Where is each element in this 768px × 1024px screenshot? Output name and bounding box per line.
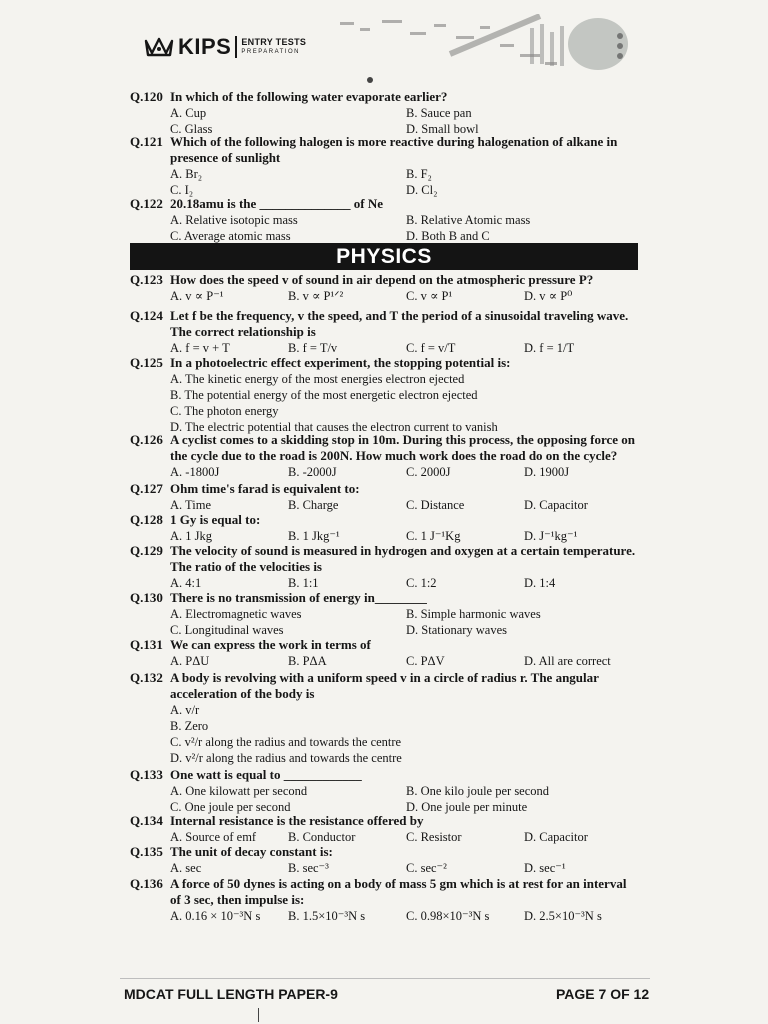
footer-paper-title: MDCAT FULL LENGTH PAPER-9 <box>124 986 338 1002</box>
answer-option-c: C. 2000J <box>406 465 451 479</box>
options-row <box>170 783 650 799</box>
question-stem-continued: the cycle due to the road is 200N. How much work does the road do on the cycle? <box>170 448 618 463</box>
answer-option-c: C. Longitudinal waves <box>170 623 284 637</box>
question-block <box>130 543 650 591</box>
answer-option-c: C. Average atomic mass <box>170 229 291 243</box>
answer-option-d: D. One joule per minute <box>406 800 528 814</box>
question-block <box>130 196 650 244</box>
question-block <box>130 272 650 304</box>
answer-option-b: B. Sauce pan <box>406 106 472 120</box>
answer-option-b: B. Relative Atomic mass <box>406 213 531 227</box>
answer-option-b: B. Simple harmonic waves <box>406 607 541 621</box>
question-stem: Which of the following halogen is more reactive during halogenation of alkane in <box>170 134 618 149</box>
question-stem: In which of the following water evaporate earlier? <box>170 89 448 104</box>
question-number: Q.121 <box>130 134 163 149</box>
answer-option-d: D. v ∝ P⁰ <box>524 289 573 303</box>
section-header-physics: PHYSICS <box>130 243 638 270</box>
question-stem: Ohm time's farad is equivalent to: <box>170 481 360 496</box>
answer-option-b: B. 1 Jkg⁻¹ <box>288 529 340 543</box>
question-number: Q.122 <box>130 196 163 211</box>
brand-tagline-line2: PREPARATION <box>241 49 300 55</box>
answer-option-d: D. Capacitor <box>524 830 588 844</box>
answer-option-c: C. v²/r along the radius and towards the centre <box>170 735 402 749</box>
answer-option-b: B. Charge <box>288 498 339 512</box>
question-block <box>130 670 650 766</box>
answer-option-d: D. Capacitor <box>524 498 588 512</box>
question-stem: How does the speed v of sound in air depend on the atmospheric pressure P? <box>170 272 594 287</box>
answer-option-d: D. J⁻¹kg⁻¹ <box>524 529 578 543</box>
brand-tagline-line1: ENTRY TESTS <box>241 37 307 47</box>
question-number: Q.120 <box>130 89 163 104</box>
question-stem: The velocity of sound is measured in hydrogen and oxygen at a certain temperature. <box>170 543 636 558</box>
question-stem-continued: The correct relationship is <box>170 324 316 339</box>
answer-option-c: C. Distance <box>406 498 465 512</box>
question-block <box>130 481 650 513</box>
answer-option-d: D. Small bowl <box>406 122 479 136</box>
answer-option-b: B. 1:1 <box>288 576 319 590</box>
question-number: Q.123 <box>130 272 163 287</box>
brand-divider <box>235 36 237 58</box>
question-number: Q.127 <box>130 481 163 496</box>
answer-option-b: B. Zero <box>170 719 209 733</box>
question-block <box>130 767 650 815</box>
answer-option-a: A. sec <box>170 861 202 875</box>
answer-option-a: A. PΔU <box>170 654 210 668</box>
options-row <box>170 497 650 513</box>
options-row <box>170 166 650 182</box>
answer-option-a: A. 4:1 <box>170 576 202 590</box>
answer-option-a: A. Electromagnetic waves <box>170 607 302 621</box>
answer-option-c: C. I₂ <box>170 183 194 197</box>
answer-option-d: D. sec⁻¹ <box>524 861 566 875</box>
scanned-watermark-image <box>330 14 630 86</box>
answer-option-a: A. Br₂ <box>170 167 203 181</box>
options-row <box>170 105 650 121</box>
question-block <box>130 89 650 137</box>
answer-option-c: C. v ∝ P¹ <box>406 289 453 303</box>
answer-option-c: C. 1:2 <box>406 576 437 590</box>
options-row <box>170 829 650 845</box>
question-stem-continued: The ratio of the velocities is <box>170 559 322 574</box>
kips-logo <box>144 34 306 60</box>
answer-option-a: A. 0.16 × 10⁻³N s <box>170 909 261 923</box>
scan-mark <box>258 1008 259 1022</box>
answer-option-b: B. f = T/v <box>288 341 338 355</box>
question-stem: There is no transmission of energy in________ <box>170 590 427 605</box>
options-row <box>170 288 650 304</box>
question-number: Q.129 <box>130 543 163 558</box>
question-stem: 1 Gy is equal to: <box>170 512 261 527</box>
answer-option-a: A. v ∝ P⁻¹ <box>170 289 224 303</box>
answer-option-b: B. F₂ <box>406 167 432 181</box>
options-row <box>170 622 650 638</box>
question-block <box>130 876 650 924</box>
answer-option-b: B. -2000J <box>288 465 337 479</box>
answer-option-d: D. Cl₂ <box>406 183 438 197</box>
answer-option-c: C. 0.98×10⁻³N s <box>406 909 490 923</box>
question-stem: A cyclist comes to a skidding stop in 10m. During this process, the opposing force on <box>170 432 636 447</box>
answer-option-a: A. One kilowatt per second <box>170 784 308 798</box>
answer-option-c: C. PΔV <box>406 654 445 668</box>
answer-option-d: D. 1900J <box>524 465 570 479</box>
answer-option-a: A. The kinetic energy of the most energies electron ejected <box>170 372 465 386</box>
question-number: Q.124 <box>130 308 163 323</box>
answer-option-d: D. 1:4 <box>524 576 556 590</box>
question-number: Q.134 <box>130 813 163 828</box>
options-row <box>170 340 650 356</box>
options-row <box>170 464 650 480</box>
answer-option-a: A. v/r <box>170 703 200 717</box>
answer-option-d: D. The electric potential that causes the electron current to vanish <box>170 420 498 434</box>
answer-option-a: A. Source of emf <box>170 830 257 844</box>
question-number: Q.135 <box>130 844 163 859</box>
options-row <box>170 575 650 591</box>
question-stem: We can express the work in terms of <box>170 637 371 652</box>
answer-option-b: B. v ∝ P¹ᐟ² <box>288 289 344 303</box>
question-block <box>130 308 650 356</box>
question-stem: Let f be the frequency, v the speed, and T the period of a sinusoidal traveling wave. <box>170 308 629 323</box>
answer-option-a: A. Relative isotopic mass <box>170 213 298 227</box>
answer-option-b: B. PΔA <box>288 654 327 668</box>
question-stem: 20.18amu is the ______________ of Ne <box>170 196 384 211</box>
question-stem: In a photoelectric effect experiment, the stopping potential is: <box>170 355 511 370</box>
question-number: Q.128 <box>130 512 163 527</box>
question-number: Q.132 <box>130 670 163 685</box>
answer-option-c: C. 1 J⁻¹Kg <box>406 529 461 543</box>
options-row <box>170 528 650 544</box>
answer-option-c: C. Resistor <box>406 830 462 844</box>
question-stem: The unit of decay constant is: <box>170 844 333 859</box>
answer-option-b: B. The potential energy of the most energetic electron ejected <box>170 388 478 402</box>
question-block <box>130 637 650 669</box>
question-stem-continued: of 3 sec, then impulse is: <box>170 892 305 907</box>
question-number: Q.131 <box>130 637 163 652</box>
question-block <box>130 512 650 544</box>
answer-option-d: D. v²/r along the radius and towards the centre <box>170 751 402 765</box>
question-block <box>130 813 650 845</box>
question-block <box>130 134 650 198</box>
question-stem-continued: presence of sunlight <box>170 150 281 165</box>
answer-option-a: A. -1800J <box>170 465 220 479</box>
answer-option-c: C. The photon energy <box>170 404 279 418</box>
question-stem: A body is revolving with a uniform speed v in a circle of radius r. The angular <box>170 670 599 685</box>
answer-option-c: C. Glass <box>170 122 213 136</box>
footer-page-number: PAGE 7 OF 12 <box>556 986 650 1002</box>
brand-name: KIPS <box>178 34 232 59</box>
footer-divider <box>120 978 650 979</box>
answer-option-c: C. f = v/T <box>406 341 456 355</box>
answer-option-b: B. Conductor <box>288 830 356 844</box>
question-number: Q.136 <box>130 876 163 891</box>
question-number: Q.133 <box>130 767 163 782</box>
question-number: Q.130 <box>130 590 163 605</box>
answer-option-d: D. f = 1/T <box>524 341 575 355</box>
answer-option-c: C. One joule per second <box>170 800 291 814</box>
answer-option-d: D. 2.5×10⁻³N s <box>524 909 602 923</box>
question-stem-continued: acceleration of the body is <box>170 686 315 701</box>
question-number: Q.125 <box>130 355 163 370</box>
brand-tagline <box>241 37 306 57</box>
question-stem: One watt is equal to ____________ <box>170 767 362 782</box>
question-block <box>130 844 650 876</box>
question-block <box>130 432 650 480</box>
answer-option-b: B. One kilo joule per second <box>406 784 550 798</box>
options-row <box>170 860 650 876</box>
answer-option-c: C. sec⁻² <box>406 861 447 875</box>
question-number: Q.126 <box>130 432 163 447</box>
answer-option-d: D. Both B and C <box>406 229 490 243</box>
crown-icon <box>144 35 174 59</box>
options-row <box>170 653 650 669</box>
answer-option-b: B. 1.5×10⁻³N s <box>288 909 366 923</box>
options-row <box>170 228 650 244</box>
question-stem: A force of 50 dynes is acting on a body of mass 5 gm which is at rest for an interval <box>170 876 627 891</box>
answer-option-a: A. f = v + T <box>170 341 230 355</box>
answer-option-a: A. Cup <box>170 106 207 120</box>
answer-option-b: B. sec⁻³ <box>288 861 329 875</box>
question-stem: Internal resistance is the resistance offered by <box>170 813 424 828</box>
options-row <box>170 606 650 622</box>
answer-option-a: A. Time <box>170 498 211 512</box>
question-block <box>130 355 650 435</box>
options-row <box>170 212 650 228</box>
options-row <box>170 908 650 924</box>
question-block <box>130 590 650 638</box>
answer-option-d: D. Stationary waves <box>406 623 508 637</box>
answer-option-d: D. All are correct <box>524 654 611 668</box>
answer-option-a: A. 1 Jkg <box>170 529 213 543</box>
